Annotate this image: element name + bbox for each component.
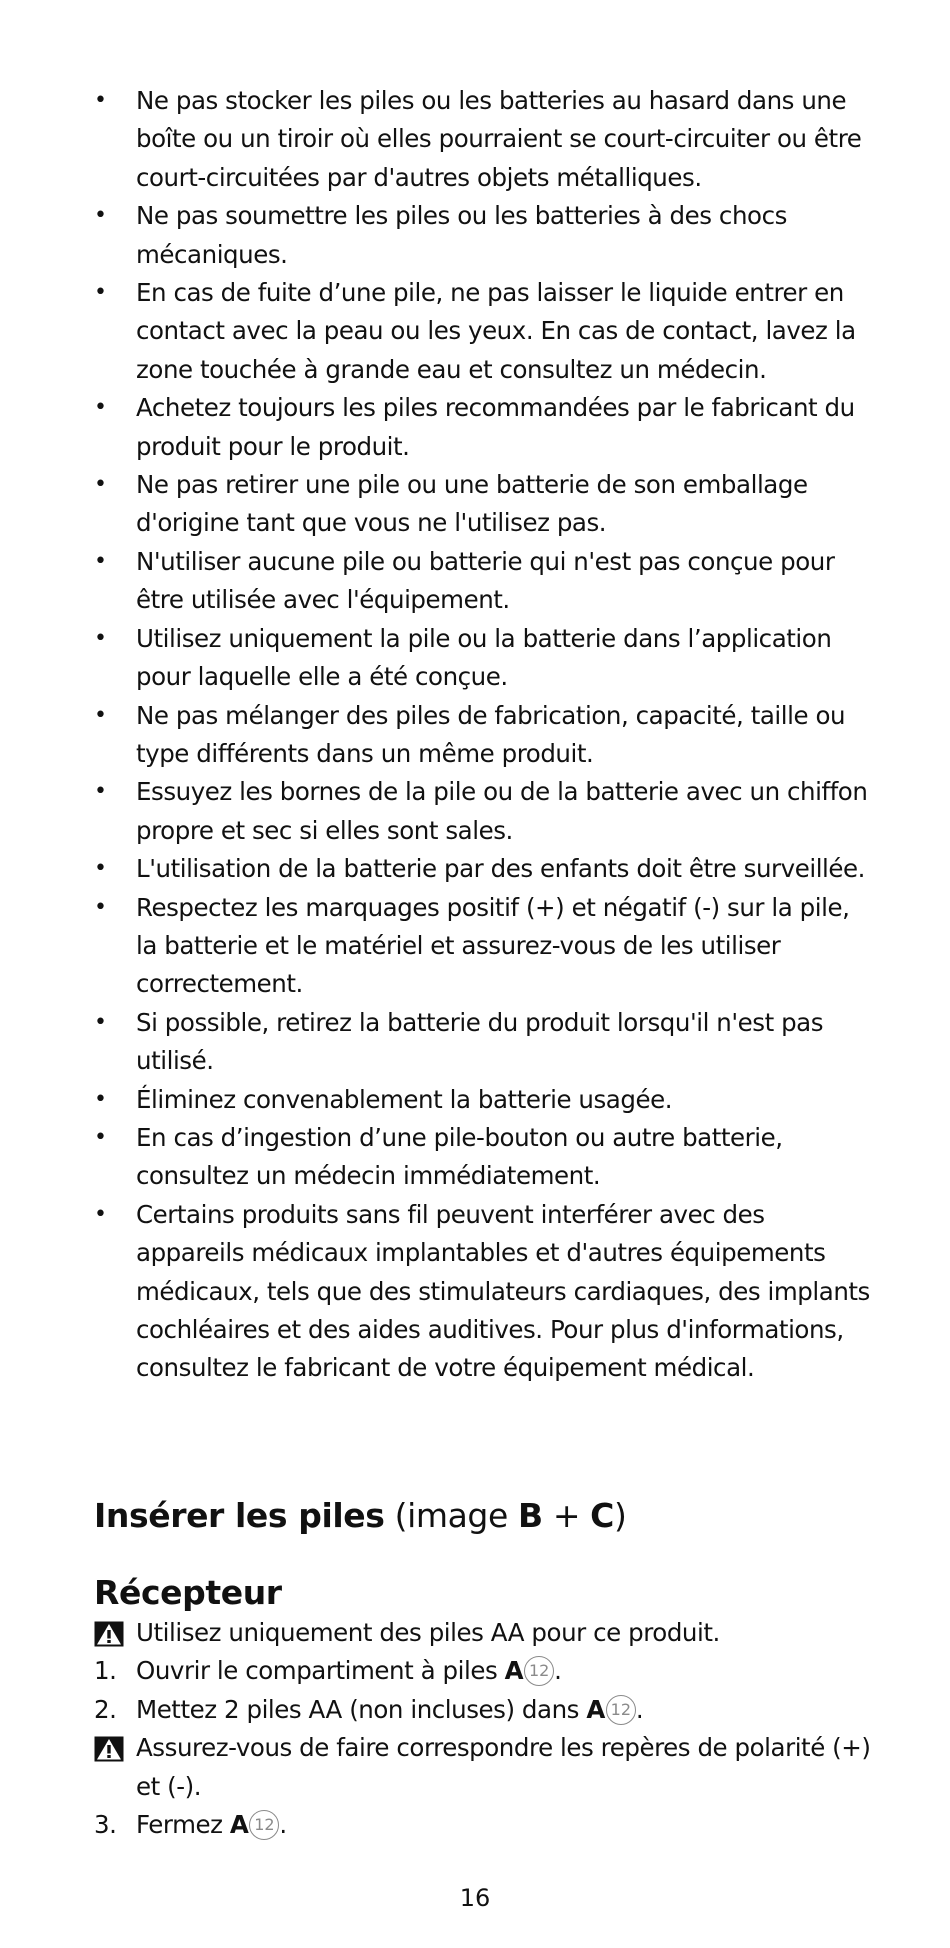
- part-number-circle: 12: [524, 1656, 554, 1686]
- list-item: • N'utiliser aucune pile ou batterie qui n'est pas conçue pour être utilisée avec l'équipement.: [94, 543, 874, 620]
- section-title-bold: Insérer les piles: [94, 1496, 385, 1535]
- step-end: .: [554, 1656, 562, 1686]
- section-title: [94, 1494, 626, 1538]
- list-item: • En cas de fuite d’une pile, ne pas laisser le liquide entrer en contact avec la peau ou les yeux. En cas de contact, lavez la zone touchée à grande eau et consultez un médecin.: [94, 274, 874, 389]
- list-item: • Certains produits sans fil peuvent interférer avec des appareils médicaux implantables et d'autres équipements médicaux, tels que des stimulateurs cardiaques, des implants cochléaires et des aides auditives. Pour plus d'informations, consultez le fabricant de votre équipement médical.: [94, 1196, 874, 1388]
- part-reference: A: [504, 1656, 524, 1686]
- section-title-post: ): [614, 1496, 627, 1535]
- instruction-steps: [94, 1614, 874, 1844]
- list-item: • Ne pas retirer une pile ou une batterie de son emballage d'origine tant que vous ne l'utilisez pas.: [94, 466, 874, 543]
- part-number-circle: 12: [606, 1695, 636, 1725]
- step-1: [94, 1652, 874, 1690]
- warning-text: Utilisez uniquement des piles AA pour ce produit.: [136, 1618, 720, 1647]
- step-end: .: [279, 1810, 287, 1840]
- warning-text: Assurez-vous de faire correspondre les repères de polarité (+) et (-).: [136, 1733, 871, 1801]
- part-reference: A: [229, 1810, 249, 1840]
- step-3: [94, 1806, 874, 1844]
- step-number: 1.: [94, 1656, 117, 1686]
- warning-triangle-icon: [94, 1736, 124, 1762]
- list-item: • Utilisez uniquement la pile ou la batterie dans l’application pour laquelle elle a été conçue.: [94, 620, 874, 697]
- warning-triangle-icon: [94, 1621, 124, 1647]
- step-2: [94, 1691, 874, 1729]
- warning-line-2: [94, 1729, 874, 1806]
- list-item: • Ne pas mélanger des piles de fabrication, capacité, taille ou type différents dans un même produit.: [94, 697, 874, 774]
- page-number: 16: [459, 1884, 491, 1912]
- section-title-c: C: [590, 1496, 614, 1535]
- list-item: • Éliminez convenablement la batterie usagée.: [94, 1081, 874, 1119]
- list-item: • En cas d’ingestion d’une pile-bouton ou autre batterie, consultez un médecin immédiatement.: [94, 1119, 874, 1196]
- battery-safety-list: [94, 82, 874, 1388]
- step-text: Fermez: [136, 1810, 230, 1840]
- section-title-plus: +: [542, 1496, 591, 1535]
- subsection-title: Récepteur: [94, 1573, 282, 1612]
- step-end: .: [635, 1694, 644, 1724]
- warning-line-1: [94, 1614, 874, 1652]
- step-text: Mettez 2 piles AA (non incluses) dans: [136, 1694, 587, 1724]
- step-text: Ouvrir le compartiment à piles: [136, 1656, 505, 1686]
- list-item: • Si possible, retirez la batterie du produit lorsqu'il n'est pas utilisé.: [94, 1004, 874, 1081]
- part-number-circle: 12: [249, 1810, 279, 1840]
- section-title-b: B: [517, 1496, 543, 1535]
- list-item: • Ne pas soumettre les piles ou les batteries à des chocs mécaniques.: [94, 197, 874, 274]
- list-item: • Achetez toujours les piles recommandées par le fabricant du produit pour le produit.: [94, 389, 874, 466]
- step-number: 2.: [94, 1694, 117, 1724]
- part-reference: A: [586, 1694, 605, 1724]
- step-number: 3.: [94, 1810, 117, 1840]
- section-title-pre: (image: [394, 1496, 518, 1535]
- list-item: • Ne pas stocker les piles ou les batteries au hasard dans une boîte ou un tiroir où elles pourraient se court-circuiter ou être court-circuitées par d'autres objets métalliques.: [94, 82, 874, 197]
- list-item: • L'utilisation de la batterie par des enfants doit être surveillée.: [94, 850, 874, 888]
- list-item: • Essuyez les bornes de la pile ou de la batterie avec un chiffon propre et sec si elles sont sales.: [94, 773, 874, 850]
- list-item: • Respectez les marquages positif (+) et négatif (-) sur la pile, la batterie et le matériel et assurez-vous de les utiliser correctement.: [94, 889, 874, 1004]
